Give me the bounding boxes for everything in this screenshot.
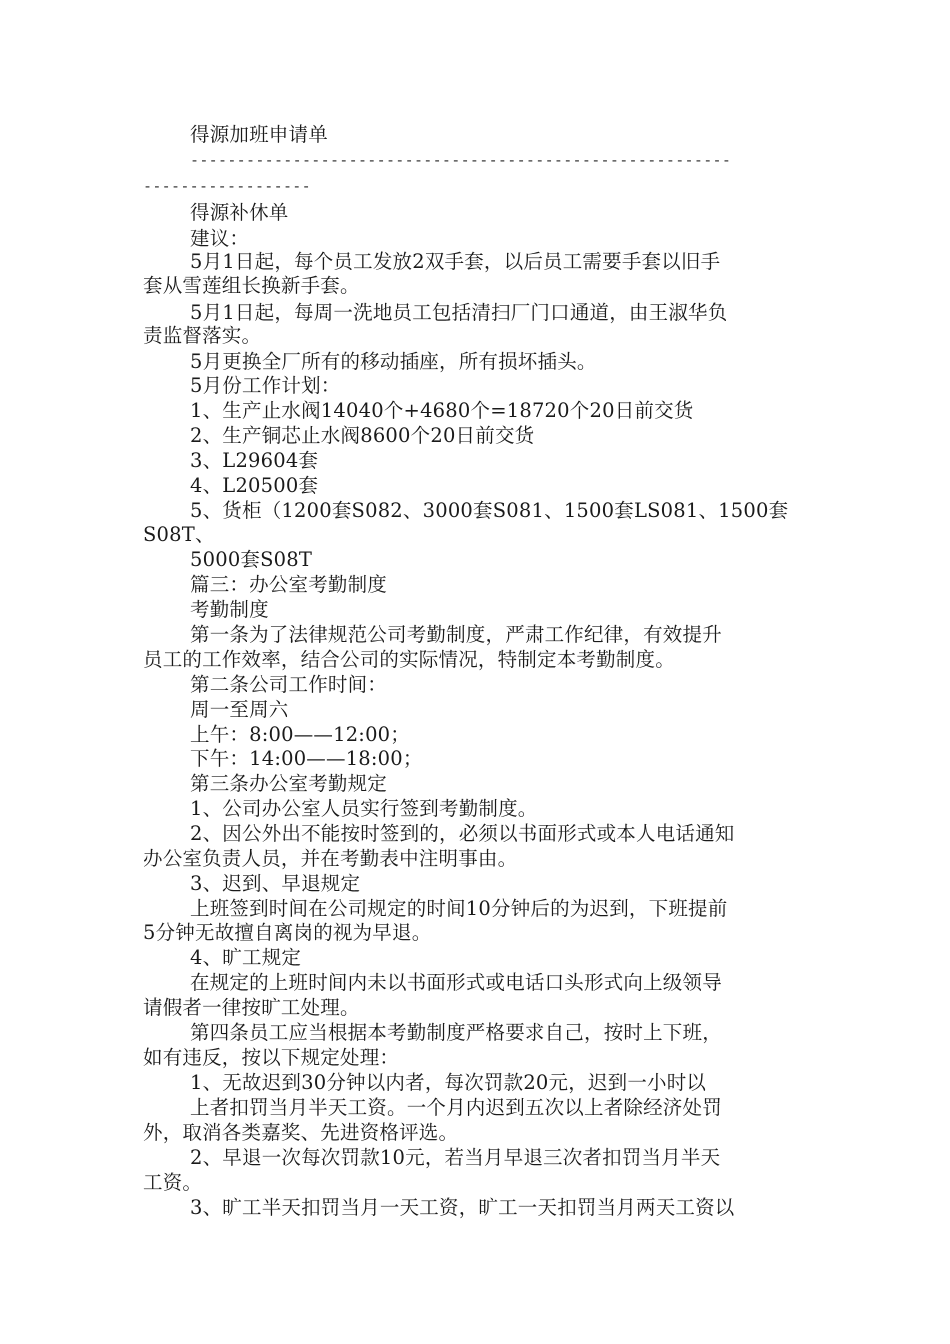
- text-line: 第三条办公室考勤规定: [190, 772, 388, 795]
- text-line: 1、公司办公室人员实行签到考勤制度。: [190, 797, 538, 820]
- text-line: S08T、: [143, 523, 215, 546]
- text-line: 员工的工作效率，结合公司的实际情况，特制定本考勤制度。: [143, 648, 675, 671]
- text-line: 周一至周六: [190, 698, 289, 721]
- text-line: 5月份工作计划：: [190, 374, 341, 397]
- text-line: 4、L20500套: [190, 474, 319, 497]
- text-line: 5、货柜（1200套S082、3000套S081、1500套LS081、1500套: [190, 499, 789, 522]
- text-line: 外，取消各类嘉奖、先进资格评选。: [143, 1121, 459, 1144]
- text-line: 5000套S08T: [190, 548, 313, 571]
- text-line: 2、因公外出不能按时签到的，必须以书面形式或本人电话通知: [190, 822, 735, 845]
- text-line: 5月1日起，每周一洗地员工包括清扫厂门口通道，由王淑华负: [190, 301, 728, 324]
- text-line: 2、生产铜芯止水阀8600个20日前交货: [190, 424, 535, 447]
- text-line: 请假者一律按旷工处理。: [143, 996, 360, 1019]
- text-line: 5月1日起，每个员工发放2双手套，以后员工需要手套以旧手: [190, 250, 721, 273]
- text-line: 上者扣罚当月半天工资。一个月内迟到五次以上者除经济处罚: [190, 1096, 722, 1119]
- text-line: 5分钟无故擅自离岗的视为早退。: [143, 921, 432, 944]
- heading-leave-form: 得源补休单: [190, 201, 289, 224]
- suggestion-label: 建议：: [190, 227, 250, 250]
- text-line: 如有违反，按以下规定处理：: [143, 1046, 400, 1069]
- dash-divider-2: ------------------: [143, 177, 311, 195]
- section-heading: 篇三：办公室考勤制度: [190, 573, 388, 596]
- text-line: 3、旷工半天扣罚当月一天工资，旷工一天扣罚当月两天工资以: [190, 1196, 735, 1219]
- heading-overtime-form: 得源加班申请单: [190, 123, 328, 146]
- text-line: 3、迟到、早退规定: [190, 872, 361, 895]
- text-line: 工资。: [143, 1171, 203, 1194]
- text-line: 下午：14:00——18:00；: [190, 747, 423, 770]
- text-line: 3、L29604套: [190, 449, 319, 472]
- text-line: 上午：8:00——12:00；: [190, 723, 410, 746]
- text-line: 套从雪莲组长换新手套。: [143, 274, 360, 297]
- text-line: 上班签到时间在公司规定的时间10分钟后的为迟到，下班提前: [190, 897, 728, 920]
- text-line: 5月更换全厂所有的移动插座，所有损坏插头。: [190, 350, 597, 373]
- dash-divider-1: ----------------------------------------------------------: [190, 151, 732, 169]
- text-line: 4、旷工规定: [190, 946, 302, 969]
- text-line: 责监督落实。: [143, 324, 262, 347]
- text-line: 办公室负责人员，并在考勤表中注明事由。: [143, 847, 518, 870]
- text-line: 1、生产止水阀14040个+4680个=18720个20日前交货: [190, 399, 694, 422]
- text-line: 第一条为了法律规范公司考勤制度，严肃工作纪律，有效提升: [190, 623, 722, 646]
- text-line: 第四条员工应当根据本考勤制度严格要求自己，按时上下班，: [190, 1021, 722, 1044]
- text-line: 第二条公司工作时间：: [190, 673, 388, 696]
- text-line: 在规定的上班时间内未以书面形式或电话口头形式向上级领导: [190, 971, 722, 994]
- text-line: 1、无故迟到30分钟以内者，每次罚款20元，迟到一小时以: [190, 1071, 707, 1094]
- text-line: 2、早退一次每次罚款10元，若当月早退三次者扣罚当月半天: [190, 1146, 721, 1169]
- section-title: 考勤制度: [190, 598, 269, 621]
